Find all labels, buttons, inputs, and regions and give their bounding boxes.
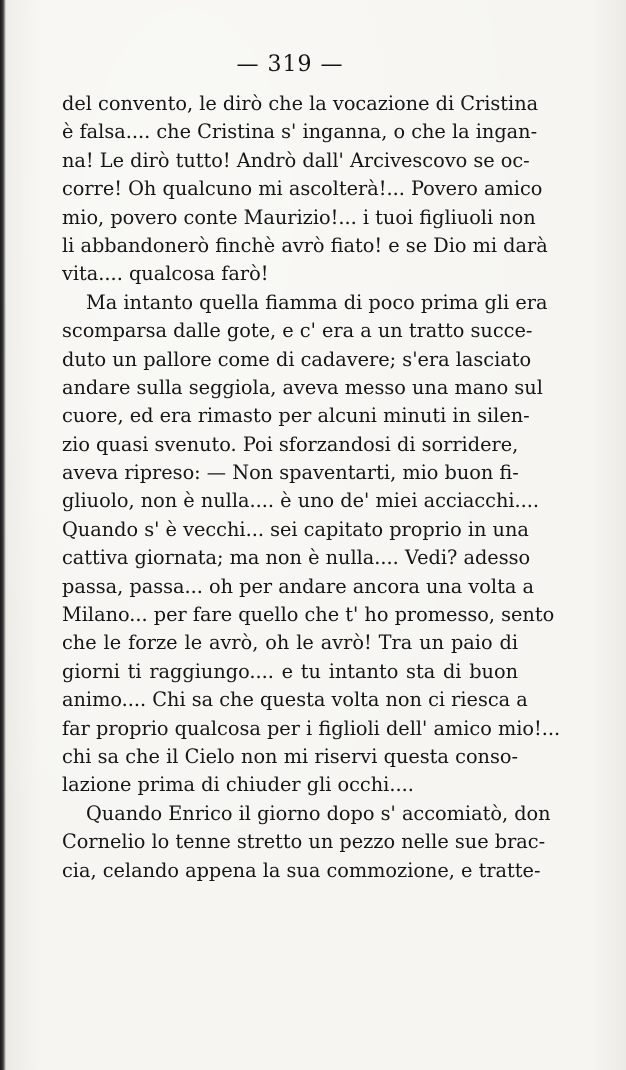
page-binding-edge bbox=[0, 0, 6, 1070]
text-line: corre! Oh qualcuno mi ascolterà!... Povero amico bbox=[62, 177, 543, 201]
text-line: del convento, le dirò che la vocazione di Cristina bbox=[62, 92, 539, 115]
text-line: Cornelio lo tenne stretto un pezzo nelle sue brac- bbox=[62, 830, 546, 854]
text-line: cuore, ed era rimasto per alcuni minuti in silen- bbox=[62, 404, 530, 428]
text-line: aveva ripreso: — Non spaventarti, mio buon fi- bbox=[62, 461, 519, 485]
text-line: lazione prima di chiuder gli occhi.... bbox=[62, 773, 414, 797]
text-line: chi sa che il Cielo non mi riservi questa conso- bbox=[62, 744, 518, 768]
text-line: gliuolo, non è nulla.... è uno de' miei acciacchi.... bbox=[62, 489, 540, 513]
text-line: che le forze le avrò, oh le avrò! Tra un paio di bbox=[62, 631, 518, 655]
text-line: giorni ti raggiungo.... e tu intanto sta di buon bbox=[62, 659, 518, 683]
page-number: — 319 — bbox=[236, 52, 344, 77]
text-line: Ma intanto quella fiamma di poco prima gli era bbox=[86, 290, 548, 314]
text-line: duto un pallore come di cadavere; s'era lasciato bbox=[62, 347, 532, 371]
text-line: mio, povero conte Maurizio!... i tuoi figliuoli non bbox=[62, 205, 536, 229]
text-line: cia, celando appena la sua commozione, e tratte- bbox=[62, 858, 541, 882]
text-line: far proprio qualcosa per i figlioli dell' amico mio!... bbox=[62, 716, 561, 740]
text-line: na! Le dirò tutto! Andrò dall' Arcivescovo se oc- bbox=[62, 148, 530, 172]
text-line: andare sulla seggiola, aveva messo una mano sul bbox=[62, 375, 543, 399]
body-text bbox=[62, 90, 561, 885]
text-line: Milano... per fare quello che t' ho promesso, sento bbox=[62, 603, 555, 627]
text-line: passa, passa... oh per andare ancora una volta a bbox=[62, 574, 534, 598]
text-line: Quando s' è vecchi... sei capitato proprio in una bbox=[62, 517, 529, 541]
text-line: animo.... Chi sa che questa volta non ci riesca a bbox=[62, 688, 528, 712]
text-line: è falsa.... che Cristina s' inganna, o che la ingan- bbox=[62, 120, 538, 144]
text-line: Quando Enrico il giorno dopo s' accomiatò, don bbox=[86, 801, 551, 825]
text-line: vita.... qualcosa farò! bbox=[62, 262, 269, 286]
text-line: zio quasi svenuto. Poi sforzandosi di sorridere, bbox=[62, 432, 519, 456]
text-line: cattiva giornata; ma non è nulla.... Vedi? adesso bbox=[62, 546, 531, 570]
text-line: li abbandonerò finchè avrò fiato! e se Dio mi darà bbox=[62, 233, 548, 257]
text-line: scomparsa dalle gote, e c' era a un tratto succe- bbox=[62, 319, 533, 343]
